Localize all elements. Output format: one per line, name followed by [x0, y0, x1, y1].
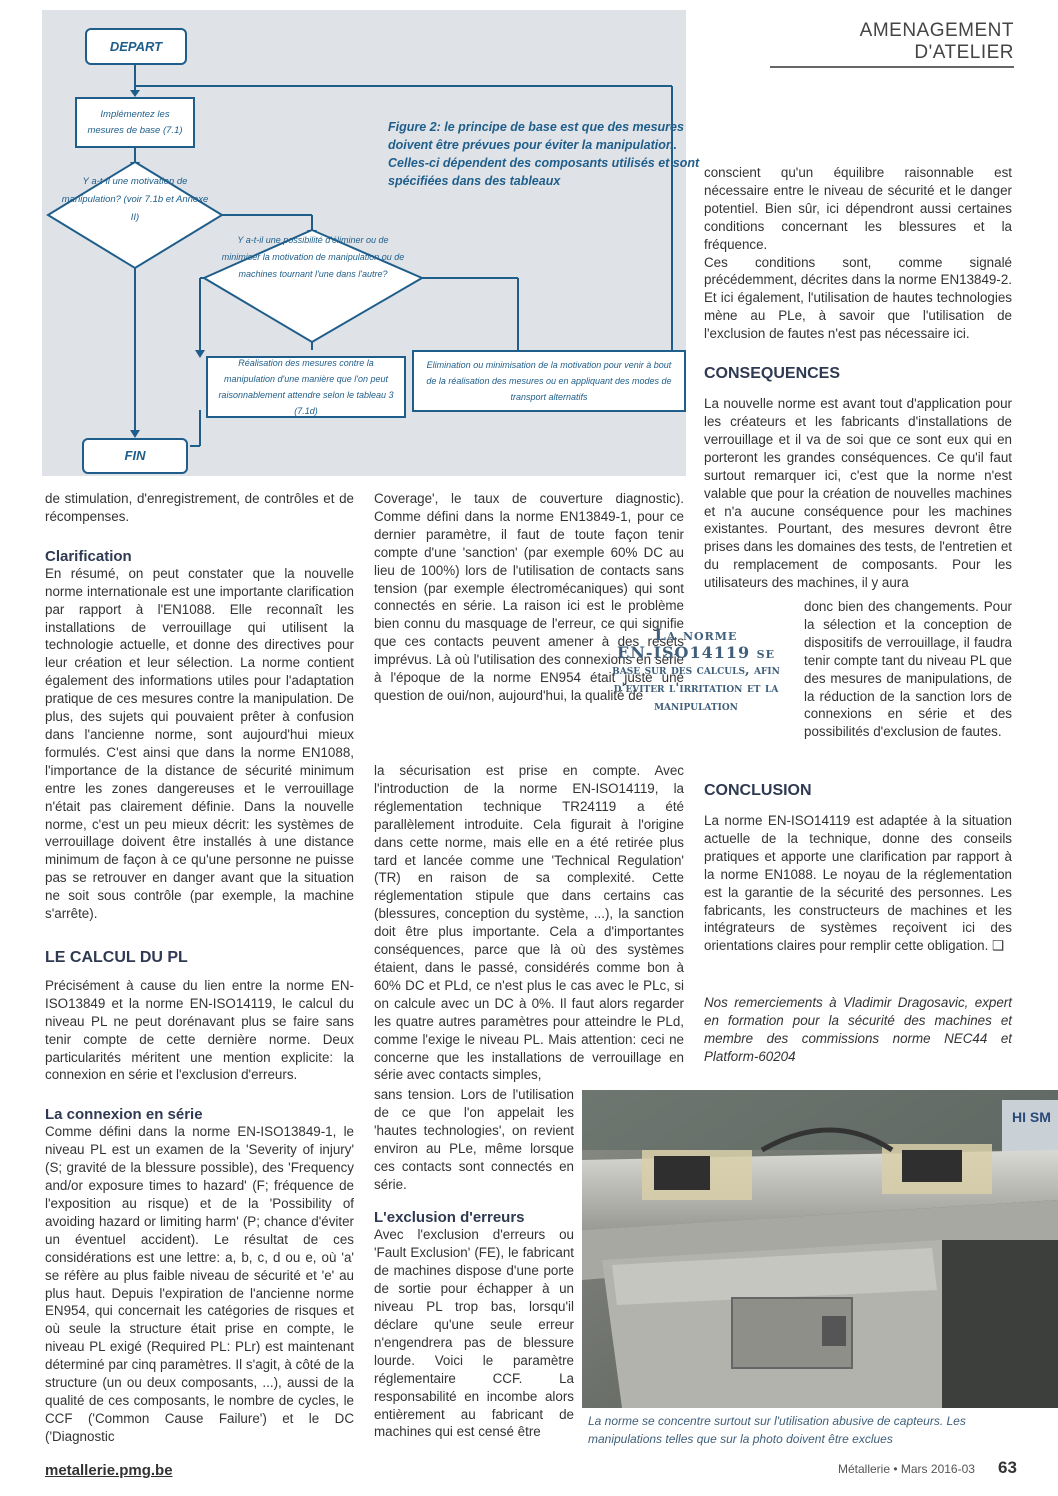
column-3	[704, 164, 1012, 592]
heading-conclusion: CONCLUSION	[704, 782, 812, 799]
flowchart-decision2-text: Y a-t-il une possibilité d'éliminer ou de minimiser la motivation de manipulation ou de machines tournant l'une dans l'autre?	[221, 235, 405, 279]
pullquote-line1: La norme	[654, 625, 738, 644]
col2-paragraph-top: Coverage', le taux de couverture diagnostic). Comme défini dans la norme EN13849-1, pour ce dernier paramètre, il faut de toute façon tenir compte d'une 'sanction' (par exemple 60% DC au lieu de 100%) lors de l'utilisation de contacts sans tension (par exemple électromécaniques) qui sont connectés en série. La raison ici est le problème bien connu du masquage de l'erreur, ce qui signifie que ces contacts peuvent amener à des resets imprévus. Là où l'utilisation des connexions en série à l'époque de la norme EN954 était juste une question de oui/non, aujourd'hui, la qualité de	[374, 491, 684, 703]
photo-sticker-text: HI SM	[1012, 1109, 1051, 1125]
consequences-paragraph-2: donc bien des changements. Pour la sélection et la conception de dispositifs de verrouillage, il faudra tenir compte tant du niveau PL que des mesures de manipulations, de la réduction de la sanction lors de connexions en série et des possibilités d'exclusion de fautes.	[804, 599, 1012, 740]
column-1	[45, 490, 354, 1446]
col3-paragraph-top2: Ces conditions sont, comme signalé précédemment, décrites dans la norme EN13849-2. Et ici également, l'utilisation de hautes technologies mène au PLe, à savoir que l'utilisation de l'exclusion de fautes n'est pas nécessaire ici.	[704, 254, 1012, 342]
pull-quote	[600, 626, 792, 716]
flowchart-box-right: Elimination ou minimisation de la motivation pour venir à bout de la réalisation des mesures ou en appliquant des modes de transport alternatifs	[412, 350, 686, 412]
heading-calcul-pl: LE CALCUL DU PL	[45, 948, 188, 966]
col2-paragraph-mid: la sécurisation est prise en compte. Avec l'introduction de la norme EN-ISO14119, la réglementation technique TR24119 a été parallèlement introduite. Cela figurait à l'origine dans cette norme, mais elle en a été retirée plus tard et lancée comme une 'Technical Regulation' (TR) en raison de sa complexité. Cette réglementation stipule que dans certains cas (blessures, conception du système, ...), la sanction doit être plus importante. Cela a d'importantes conséquences, parce que là où des systèmes étaient, dans le passé, considérés comme bon à 60% DC et PLd, ce n'est plus le cas avec le PLc, si on calcule avec un DC à 0%. Il faut alors regarder les quatre autres paramètres pour atteindre le PLd, comme l'exige le niveau PL. Mais attention: ceci ne concerne que les installations de verrouillage en série avec contacts simples,	[374, 763, 684, 1083]
photo-caption: La norme se concentre surtout sur l'utilisation abusive de capteurs. Les manipulations telles que sur la photo doivent être exclues	[588, 1414, 966, 1446]
heading-connexion-serie: La connexion en série	[45, 1106, 203, 1124]
footer-issue: Métallerie • Mars 2016-03	[838, 1462, 975, 1476]
heading-clarification: Clarification	[45, 547, 132, 565]
footer-website-link[interactable]: metallerie.pmg.be	[45, 1462, 173, 1479]
acknowledgement: Nos remerciements à Vladimir Dragosavic, expert en formation pour la sécurité des machines et membre des commissions norme NEC44 et Platform-60204	[704, 995, 1012, 1064]
figure-caption: Figure 2: le principe de base est que des mesures doivent être prévues pour éviter la manipulation. Celles-ci dépendent des composants utilisés et sont spécifiées dans des tableaux	[388, 120, 700, 188]
pullquote-line2: EN-ISO14119 se	[617, 643, 775, 662]
flowchart-start: DEPART	[85, 28, 187, 65]
flowchart-end: FIN	[82, 438, 188, 474]
heading-exclusion-erreurs: L'exclusion d'erreurs	[374, 1209, 525, 1227]
col3-paragraph-top: conscient qu'un équilibre raisonnable est nécessaire entre le niveau de sécurité et le danger potentiel. Bien sûr, ici dépendront aussi certaines conditions concernant les blessures et la fréquence.	[704, 165, 1012, 252]
column-3-conclusion	[704, 782, 1012, 955]
heading-consequences: CONSEQUENCES	[704, 365, 841, 383]
calcul-paragraph: Précisément à cause du lien entre la norme EN-ISO13849 et la norme EN-ISO14119, le calcul du niveau PL ne peut dorénavant plus se faire sans tenir compte de cette dernière norme. Deux particularités méritent une mention explicite: la connexion en série et l'exclusion d'erreurs.	[45, 977, 354, 1083]
column-3-narrow	[804, 598, 1012, 741]
consequences-paragraph: La nouvelle norme est avant tout d'application pour les créateurs et les fabricants d'installations de verrouillage et il va de soi que ce sont eux qui en porteront les grandes conséquences. Ce qu'il faut surtout remarquer ici, c'est que la norme n'est valable que pour la création de nouvelles machines et n'a aucune conséquence pour les machines existantes. Pourtant, des mesures devront être prises dans les domaines des tests, de l'entretien et du remplacement de composants. Pour les utilisateurs des machines, il y aura	[704, 396, 1012, 591]
column-2-mid	[374, 762, 684, 1084]
conclusion-paragraph: La norme EN-ISO14119 est adaptée à la situation actuelle de la technique, donne des conseils pratiques et apporte une clarification par rapport à la norme EN1088. Le noyau de la réglementation est la garantie de la sécurité des personnes. Les fabricants, les constructeurs de machines et les intégrateurs de systèmes reçoivent ici des orientations claires pour remplir cette obligation. ❑	[704, 813, 1012, 954]
col2-paragraph-low: sans tension. Lors de l'utilisation de ce que l'on appelait les 'hautes technologies', on revient environ au PLe, même lorsque ces contacts sont connectés en série.	[374, 1087, 574, 1192]
flowchart-decision1-text: Y a-t-il une motivation de manipulation? (voir 7.1b et Annexe II)	[61, 176, 209, 223]
page-number: 63	[998, 1458, 1017, 1477]
serie-paragraph: Comme défini dans la norme EN-ISO13849-1, le niveau PL est un examen de la 'Severity of injury' (S; gravité de la blessure possible), des 'Frequency and/or exposure times to hazard' (F; fréquence de l'exposition au risque) et de la 'Possibility of avoiding hazard or limiting harm' (P; chance d'éviter un éventuel accident). Le résultat de ces considérations est une lettre: a, b, c, d ou e, où 'a' se réfère au plus faible niveau de sécurité et 'e' au plus haut. Depuis l'expiration de l'ancienne norme EN954, qui concernait les catégories de risques et où seule la structure était prise en compte, le niveau PL exigé (Required PL: PLr) est maintenant déterminé par cinq paramètres. Il s'agit, à côté de la structure (un ou deux composants, ...), aussi de la qualité de ces composants, le nombre de cycles, le CCF ('Common Cause Failure') et le DC ('Diagnostic	[45, 1124, 354, 1444]
pullquote-line3: base sur des calculs, afin d'eviter l'irritation et la manipulation	[612, 663, 780, 714]
column-2-low	[374, 1086, 574, 1441]
clarification-paragraph: En résumé, on peut constater que la nouvelle norme internationale est une importante clarification par rapport à l'EN1088. Elle reconnaît les installations de verrouillage qui utilisent la technologie actuelle, et donne des directives pour leur création et leur sélection. La norme contient également des informations utiles pour l'adaptation pratique de ces mesures contre la manipulation. De plus, des sujets qui pouvaient prêter à confusion dans l'ancienne norme, sont aujourd'hui mieux formulés. C'est ainsi que dans la norme EN1088, l'importance de la distance de sécurité minimum entre les zones dangereuses et le verrouillage n'était pas clairement définie. Dans la nouvelle norme, c'est un peu mieux décrit: les systèmes de verrouillage doivent être installés à une distance minimum de façon à ce qu'une personne ne puisse pas se retrouver en danger avant que la situation ne soit sous contrôle (par exemple, la machine s'arrête).	[45, 565, 354, 922]
photo-illustration	[582, 1090, 1058, 1408]
col1-intro: de stimulation, d'enregistrement, de contrôles et de récompenses.	[45, 491, 354, 524]
machine-photo	[582, 1090, 1058, 1408]
section-header: AMENAGEMENT D'ATELIER	[770, 20, 1014, 68]
flowchart-figure	[42, 10, 700, 476]
exclusion-paragraph: Avec l'exclusion d'erreurs ou 'Fault Exclusion' (FE), le fabricant de machines dispose d'une porte de sortie pour échapper à un niveau PL trop bas, lorsqu'il déclare qu'une seule erreur n'engendrera pas de blessure lourde. Voici le paramètre réglementaire CCF. La responsabilité en incombe alors entièrement au fabricant de machines qui est censé être	[374, 1227, 574, 1440]
flowchart-box-left: Réalisation des mesures contre la manipulation d'une manière que l'on peut raisonnablement attendre selon le tableau 3 (7.1d)	[206, 356, 406, 418]
flowchart-step-base-measures: Implémentez les mesures de base (7.1)	[75, 97, 195, 148]
